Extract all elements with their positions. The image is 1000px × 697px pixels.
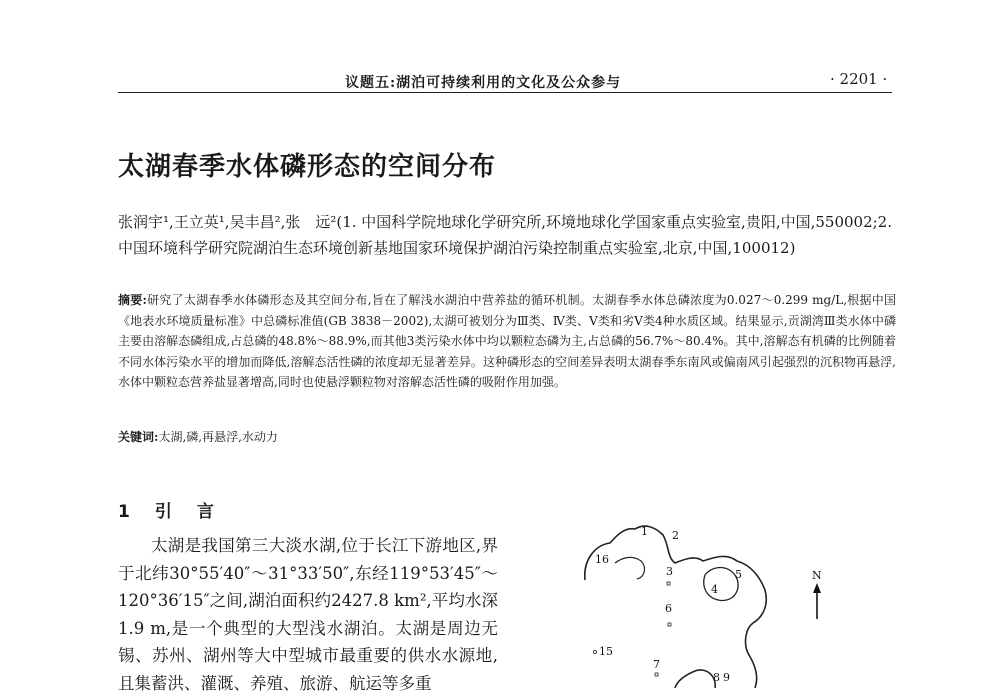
station-label: 7 <box>653 658 660 671</box>
header-rule <box>118 92 892 93</box>
abstract <box>118 290 896 393</box>
author-affiliations: 张润宇¹,王立英¹,吴丰昌²,张 远²(1. 中国科学院地球化学研究所,环境地球化学国家重点实验室,贵阳,中国,550002;2. 中国环境科学研究院湖泊生态环境创新基地国家环境保护湖泊污染控制重点实验室,北京,中国,100012) <box>118 213 892 257</box>
station-label: 1 <box>641 525 648 538</box>
station-label: 6 <box>665 602 672 615</box>
station-label: 9 <box>723 671 730 684</box>
keywords-label: 关键词: <box>118 430 159 444</box>
page-number: · 2201 · <box>830 70 888 88</box>
station-label: 4 <box>711 583 718 596</box>
station-label: 3 <box>666 565 673 578</box>
station-marker <box>667 582 670 585</box>
abstract-label: 摘要: <box>118 293 147 307</box>
station-marker <box>668 623 671 626</box>
inlet-outline <box>615 557 644 579</box>
keywords-text: 太湖,磷,再悬浮,水动力 <box>158 430 278 444</box>
abstract-text: 研究了太湖春季水体磷形态及其空间分布,旨在了解浅水湖泊中营养盐的循环机制。太湖春季水体总磷浓度为0.027～0.299 mg/L,根据中国《地表水环境质量标准》中总磷标准值(GB 3838－2002),太湖可被划分为Ⅲ类、Ⅳ类、Ⅴ类和劣Ⅴ类4种水质区域。结果显示,贡湖湾Ⅲ类水体中磷主要由溶解态磷组成,占总磷的48.8%～88.9%,而其他3类污染水体中均以颗粒态磷为主,占总磷的56.7%～80.4%。其中,溶解态有机磷的比例随着不同水体污染水平的增加而降低,溶解态活性磷的浓度却无显著差异。这种磷形态的空间差异表明太湖春季东南风或偏南风引起强烈的沉积物再悬浮,水体中颗粒态营养盐显著增高,同时也使悬浮颗粒物对溶解态活性磷的吸附作用加强。 <box>118 293 896 389</box>
station-label: 15 <box>599 645 613 658</box>
north-arrow-head <box>813 583 821 593</box>
section-heading: 1 引 言 <box>118 502 218 522</box>
station-label: 8 <box>713 671 720 684</box>
north-arrow <box>812 569 822 619</box>
station-marker <box>655 673 658 676</box>
sampling-map-figure <box>555 505 855 688</box>
running-header: 议题五:湖泊可持续利用的文化及公众参与 <box>345 75 622 91</box>
station-label: 2 <box>672 529 679 542</box>
lake-outline <box>585 526 766 688</box>
station-marker <box>593 650 596 653</box>
keywords <box>118 428 278 445</box>
north-arrow-label: N <box>812 569 822 582</box>
station-label: 16 <box>595 553 609 566</box>
bay-outline <box>704 568 738 601</box>
body-paragraph: 太湖是我国第三大淡水湖,位于长江下游地区,界于北纬30°55′40″～31°33′50″,东经119°53′45″～120°36′15″之间,湖泊面积约2427.8 km²,平均水深1.9 m,是一个典型的大型浅水湖泊。太湖是周边无锡、苏州、湖州等大中型城市最重要的供水水源地,且集蓄洪、灌溉、养殖、旅游、航运等多重 <box>118 536 498 693</box>
paper-title: 太湖春季水体磷形态的空间分布 <box>118 152 497 182</box>
station-label: 5 <box>735 568 742 581</box>
